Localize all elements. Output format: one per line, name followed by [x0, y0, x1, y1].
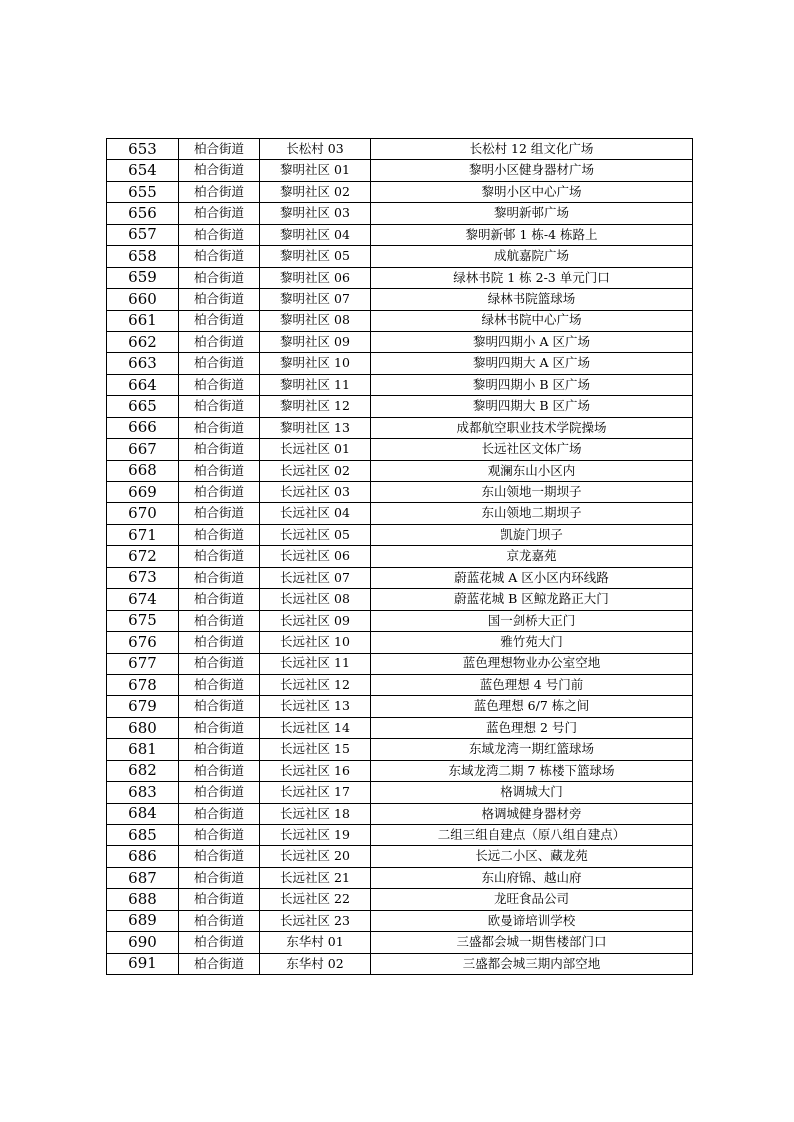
location-name: 黎明新邨广场 — [371, 203, 693, 224]
street-name: 柏合街道 — [179, 889, 260, 910]
row-number: 673 — [107, 567, 179, 588]
street-name: 柏合街道 — [179, 267, 260, 288]
table-row — [107, 953, 693, 974]
row-number: 688 — [107, 889, 179, 910]
street-name: 柏合街道 — [179, 417, 260, 438]
row-number: 666 — [107, 417, 179, 438]
row-number: 669 — [107, 482, 179, 503]
table-row — [107, 567, 693, 588]
table-row — [107, 396, 693, 417]
row-number: 658 — [107, 246, 179, 267]
site-list-table — [106, 138, 693, 975]
location-name: 蓝色理想 2 号门 — [371, 717, 693, 738]
row-number: 656 — [107, 203, 179, 224]
row-number: 682 — [107, 760, 179, 781]
row-number: 684 — [107, 803, 179, 824]
street-name: 柏合街道 — [179, 160, 260, 181]
street-name: 柏合街道 — [179, 717, 260, 738]
row-number: 659 — [107, 267, 179, 288]
table-row — [107, 589, 693, 610]
table-row — [107, 160, 693, 181]
site-code: 黎明社区 06 — [260, 267, 371, 288]
row-number: 690 — [107, 932, 179, 953]
street-name: 柏合街道 — [179, 396, 260, 417]
table-row — [107, 546, 693, 567]
street-name: 柏合街道 — [179, 696, 260, 717]
table-row — [107, 932, 693, 953]
table-row — [107, 696, 693, 717]
location-name: 三盛都会城三期内部空地 — [371, 953, 693, 974]
site-code: 长远社区 03 — [260, 482, 371, 503]
table-row — [107, 674, 693, 695]
site-code: 长远社区 13 — [260, 696, 371, 717]
table-row — [107, 353, 693, 374]
street-name: 柏合街道 — [179, 567, 260, 588]
site-code: 长远社区 20 — [260, 846, 371, 867]
site-code: 长远社区 10 — [260, 632, 371, 653]
street-name: 柏合街道 — [179, 674, 260, 695]
location-name: 成航嘉院广场 — [371, 246, 693, 267]
site-code: 东华村 02 — [260, 953, 371, 974]
location-name: 东山领地一期坝子 — [371, 482, 693, 503]
table-row — [107, 889, 693, 910]
table-row — [107, 610, 693, 631]
street-name: 柏合街道 — [179, 139, 260, 160]
table-row — [107, 717, 693, 738]
table-row — [107, 439, 693, 460]
row-number: 689 — [107, 910, 179, 931]
street-name: 柏合街道 — [179, 482, 260, 503]
site-code: 黎明社区 07 — [260, 289, 371, 310]
location-name: 绿林书院中心广场 — [371, 310, 693, 331]
site-code: 黎明社区 01 — [260, 160, 371, 181]
table-row — [107, 246, 693, 267]
location-name: 龙旺食品公司 — [371, 889, 693, 910]
table-row — [107, 910, 693, 931]
table-row — [107, 503, 693, 524]
row-number: 663 — [107, 353, 179, 374]
row-number: 662 — [107, 331, 179, 352]
street-name: 柏合街道 — [179, 224, 260, 245]
site-code: 黎明社区 03 — [260, 203, 371, 224]
site-code: 长远社区 19 — [260, 825, 371, 846]
location-name: 东山领地二期坝子 — [371, 503, 693, 524]
table-row — [107, 782, 693, 803]
table-row — [107, 289, 693, 310]
location-name: 蓝色理想物业办公室空地 — [371, 653, 693, 674]
site-code: 黎明社区 13 — [260, 417, 371, 438]
site-code: 长远社区 17 — [260, 782, 371, 803]
row-number: 685 — [107, 825, 179, 846]
site-code: 黎明社区 05 — [260, 246, 371, 267]
site-code: 长远社区 04 — [260, 503, 371, 524]
row-number: 681 — [107, 739, 179, 760]
site-code: 长远社区 01 — [260, 439, 371, 460]
table-row — [107, 867, 693, 888]
location-name: 东域龙湾一期红篮球场 — [371, 739, 693, 760]
location-name: 长远社区文体广场 — [371, 439, 693, 460]
table-row — [107, 632, 693, 653]
street-name: 柏合街道 — [179, 503, 260, 524]
row-number: 674 — [107, 589, 179, 610]
location-name: 观澜东山小区内 — [371, 460, 693, 481]
location-name: 黎明四期大 A 区广场 — [371, 353, 693, 374]
row-number: 676 — [107, 632, 179, 653]
street-name: 柏合街道 — [179, 374, 260, 395]
location-name: 京龙嘉苑 — [371, 546, 693, 567]
site-code: 黎明社区 08 — [260, 310, 371, 331]
row-number: 671 — [107, 524, 179, 545]
site-code: 长远社区 22 — [260, 889, 371, 910]
street-name: 柏合街道 — [179, 460, 260, 481]
location-name: 黎明新邨 1 栋-4 栋路上 — [371, 224, 693, 245]
street-name: 柏合街道 — [179, 610, 260, 631]
street-name: 柏合街道 — [179, 846, 260, 867]
table-row — [107, 417, 693, 438]
location-name: 蔚蓝花城 A 区小区内环线路 — [371, 567, 693, 588]
site-code: 长远社区 23 — [260, 910, 371, 931]
street-name: 柏合街道 — [179, 867, 260, 888]
location-name: 蓝色理想 6/7 栋之间 — [371, 696, 693, 717]
street-name: 柏合街道 — [179, 825, 260, 846]
row-number: 680 — [107, 717, 179, 738]
row-number: 664 — [107, 374, 179, 395]
table-row — [107, 139, 693, 160]
row-number: 655 — [107, 181, 179, 202]
street-name: 柏合街道 — [179, 589, 260, 610]
street-name: 柏合街道 — [179, 932, 260, 953]
row-number: 661 — [107, 310, 179, 331]
site-code: 长远社区 09 — [260, 610, 371, 631]
row-number: 668 — [107, 460, 179, 481]
location-name: 凯旋门坝子 — [371, 524, 693, 545]
row-number: 670 — [107, 503, 179, 524]
location-name: 二组三组自建点（原八组自建点） — [371, 825, 693, 846]
site-code: 长远社区 14 — [260, 717, 371, 738]
row-number: 660 — [107, 289, 179, 310]
location-name: 国一剑桥大正门 — [371, 610, 693, 631]
table-row — [107, 803, 693, 824]
street-name: 柏合街道 — [179, 653, 260, 674]
site-code: 黎明社区 12 — [260, 396, 371, 417]
street-name: 柏合街道 — [179, 546, 260, 567]
location-name: 长远二小区、藏龙苑 — [371, 846, 693, 867]
site-code: 东华村 01 — [260, 932, 371, 953]
street-name: 柏合街道 — [179, 310, 260, 331]
row-number: 691 — [107, 953, 179, 974]
table-row — [107, 825, 693, 846]
location-name: 格调城健身器材旁 — [371, 803, 693, 824]
site-code: 黎明社区 10 — [260, 353, 371, 374]
location-name: 蔚蓝花城 B 区鲸龙路正大门 — [371, 589, 693, 610]
location-name: 长松村 12 组文化广场 — [371, 139, 693, 160]
site-code: 黎明社区 04 — [260, 224, 371, 245]
table-row — [107, 846, 693, 867]
site-code: 长远社区 15 — [260, 739, 371, 760]
street-name: 柏合街道 — [179, 524, 260, 545]
location-name: 蓝色理想 4 号门前 — [371, 674, 693, 695]
row-number: 678 — [107, 674, 179, 695]
site-code: 黎明社区 11 — [260, 374, 371, 395]
location-name: 成都航空职业技术学院操场 — [371, 417, 693, 438]
table-row — [107, 760, 693, 781]
street-name: 柏合街道 — [179, 632, 260, 653]
table-row — [107, 224, 693, 245]
location-name: 雅竹苑大门 — [371, 632, 693, 653]
street-name: 柏合街道 — [179, 353, 260, 374]
street-name: 柏合街道 — [179, 739, 260, 760]
site-code: 长远社区 12 — [260, 674, 371, 695]
location-name: 绿林书院篮球场 — [371, 289, 693, 310]
row-number: 657 — [107, 224, 179, 245]
street-name: 柏合街道 — [179, 203, 260, 224]
site-code: 黎明社区 09 — [260, 331, 371, 352]
row-number: 675 — [107, 610, 179, 631]
site-code: 长远社区 06 — [260, 546, 371, 567]
street-name: 柏合街道 — [179, 439, 260, 460]
location-name: 黎明小区中心广场 — [371, 181, 693, 202]
table-row — [107, 482, 693, 503]
row-number: 683 — [107, 782, 179, 803]
row-number: 667 — [107, 439, 179, 460]
table-row — [107, 181, 693, 202]
site-code: 长远社区 05 — [260, 524, 371, 545]
table-row — [107, 203, 693, 224]
row-number: 665 — [107, 396, 179, 417]
site-code: 长远社区 08 — [260, 589, 371, 610]
street-name: 柏合街道 — [179, 331, 260, 352]
table-row — [107, 460, 693, 481]
location-name: 格调城大门 — [371, 782, 693, 803]
row-number: 686 — [107, 846, 179, 867]
street-name: 柏合街道 — [179, 953, 260, 974]
street-name: 柏合街道 — [179, 289, 260, 310]
location-name: 三盛都会城一期售楼部门口 — [371, 932, 693, 953]
street-name: 柏合街道 — [179, 782, 260, 803]
site-code: 长远社区 07 — [260, 567, 371, 588]
row-number: 679 — [107, 696, 179, 717]
location-name: 欧曼谛培训学校 — [371, 910, 693, 931]
site-code: 长远社区 11 — [260, 653, 371, 674]
location-name: 东域龙湾二期 7 栋楼下篮球场 — [371, 760, 693, 781]
street-name: 柏合街道 — [179, 803, 260, 824]
row-number: 654 — [107, 160, 179, 181]
site-code: 长远社区 21 — [260, 867, 371, 888]
table-row — [107, 524, 693, 545]
table-row — [107, 653, 693, 674]
row-number: 672 — [107, 546, 179, 567]
table-body — [107, 139, 693, 975]
street-name: 柏合街道 — [179, 910, 260, 931]
site-code: 黎明社区 02 — [260, 181, 371, 202]
site-code: 长远社区 02 — [260, 460, 371, 481]
location-name: 黎明四期小 B 区广场 — [371, 374, 693, 395]
table-row — [107, 267, 693, 288]
street-name: 柏合街道 — [179, 760, 260, 781]
location-name: 东山府锦、越山府 — [371, 867, 693, 888]
row-number: 687 — [107, 867, 179, 888]
location-name: 黎明四期小 A 区广场 — [371, 331, 693, 352]
site-code: 长远社区 16 — [260, 760, 371, 781]
location-name: 黎明四期大 B 区广场 — [371, 396, 693, 417]
row-number: 653 — [107, 139, 179, 160]
location-name: 黎明小区健身器材广场 — [371, 160, 693, 181]
site-code: 长松村 03 — [260, 139, 371, 160]
street-name: 柏合街道 — [179, 246, 260, 267]
table-row — [107, 374, 693, 395]
table-row — [107, 739, 693, 760]
table-row — [107, 310, 693, 331]
site-code: 长远社区 18 — [260, 803, 371, 824]
street-name: 柏合街道 — [179, 181, 260, 202]
table-row — [107, 331, 693, 352]
row-number: 677 — [107, 653, 179, 674]
location-name: 绿林书院 1 栋 2-3 单元门口 — [371, 267, 693, 288]
